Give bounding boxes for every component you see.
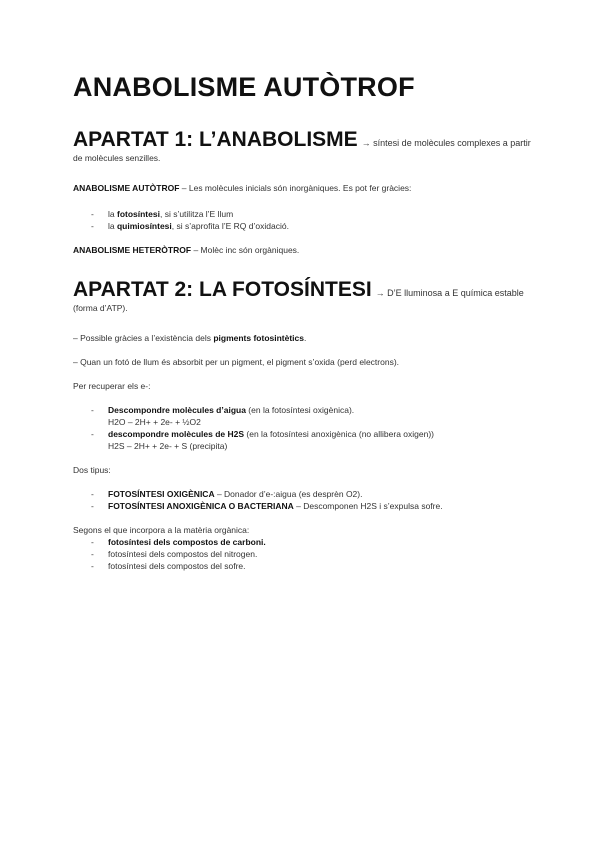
item-prefix: la [108, 221, 117, 231]
list-item [108, 489, 362, 500]
list-dash: - [91, 561, 94, 571]
heterotrof-text: – Molèc inc són orgàniques. [193, 245, 300, 255]
list-dash: - [91, 489, 94, 499]
item-bold: fotosíntesi dels compostos de carboni. [108, 537, 266, 547]
list-item [108, 209, 233, 220]
photon-paragraph: – Quan un fotó de llum és absorbit per un pigment, el pigment s’oxida (perd electrons). [73, 357, 400, 367]
item-rest: fotosíntesi dels compostos del sofre. [108, 561, 246, 571]
list-item [108, 561, 246, 572]
list-item [108, 405, 354, 416]
list-item [108, 501, 443, 512]
list-item [108, 429, 434, 440]
item-bold: Descompondre molècules d’aigua [108, 405, 246, 415]
recover-label: Per recuperar els e-: [73, 381, 151, 391]
autotrof-text: – Les molècules inicials són inorgàniques. Es pot fer gràcies: [181, 183, 412, 193]
p1-suffix: . [304, 333, 307, 343]
section1-desc-cont: de molècules senzilles. [73, 153, 161, 163]
section2-heading-line [73, 278, 524, 302]
formula: H2S – 2H+ + 2e- + S (precipita) [108, 441, 228, 451]
item-rest: – Descomponen H2S i s’expulsa sofre. [293, 501, 443, 511]
p1-bold: pigments fotosintètics [213, 333, 305, 343]
p1-prefix: – Possible gràcies a l’existència dels [73, 333, 214, 343]
section1-heading-line [73, 128, 531, 152]
list-dash: - [91, 549, 94, 559]
list-item [108, 221, 289, 232]
list-item [108, 537, 266, 548]
list-dash: - [91, 501, 94, 511]
page-title: ANABOLISME AUTÒTROF [73, 72, 415, 102]
list-item [108, 549, 257, 560]
pigments-paragraph [73, 333, 306, 344]
list-dash: - [91, 221, 94, 231]
list-dash: - [91, 405, 94, 415]
heterotrof-paragraph [73, 245, 299, 256]
item-bold: FOTOSÍNTESI ANOXIGÈNICA O BACTERIANA [108, 501, 294, 511]
item-bold: quimiosíntesi [116, 221, 172, 231]
types-label: Dos tipus: [73, 465, 111, 475]
section1-arrow-desc: → síntesi de molècules complexes a partir [361, 138, 531, 148]
item-suffix: , si s’utilitza l’E llum [159, 209, 234, 219]
item-rest: fotosíntesi dels compostos del nitrogen. [108, 549, 258, 559]
item-rest: (en la fotosíntesi oxigènica). [245, 405, 355, 415]
section1-heading: APARTAT 1: L’ANABOLISME [73, 128, 358, 151]
incorp-label: Segons el que incorpora a la matèria orgànica: [73, 525, 250, 535]
section2-heading: APARTAT 2: LA FOTOSÍNTESI [73, 278, 372, 301]
item-bold: fotosíntesi [116, 209, 160, 219]
item-rest: – Donador d’e-:aigua (es desprèn O2). [214, 489, 363, 499]
formula: H2O – 2H+ + 2e- + ½O2 [108, 417, 201, 427]
list-dash: - [91, 537, 94, 547]
item-bold: FOTOSÍNTESI OXIGÈNICA [108, 489, 215, 499]
item-suffix: , si s’aprofita l’E RQ d’oxidació. [171, 221, 289, 231]
autotrof-label: ANABOLISME AUTÒTROF [73, 183, 180, 193]
list-dash: - [91, 209, 94, 219]
list-dash: - [91, 429, 94, 439]
item-bold: descompondre molècules de H2S [108, 429, 245, 439]
heterotrof-label: ANABOLISME HETERÒTROF [73, 245, 192, 255]
item-prefix: la [108, 209, 117, 219]
section2-desc-cont: (forma d’ATP). [73, 303, 128, 313]
section2-arrow-desc: → D’E lluminosa a E química estable [375, 288, 524, 298]
item-rest: (en la fotosíntesi anoxigènica (no allibera oxigen)) [244, 429, 434, 439]
autotrof-paragraph [73, 183, 411, 194]
